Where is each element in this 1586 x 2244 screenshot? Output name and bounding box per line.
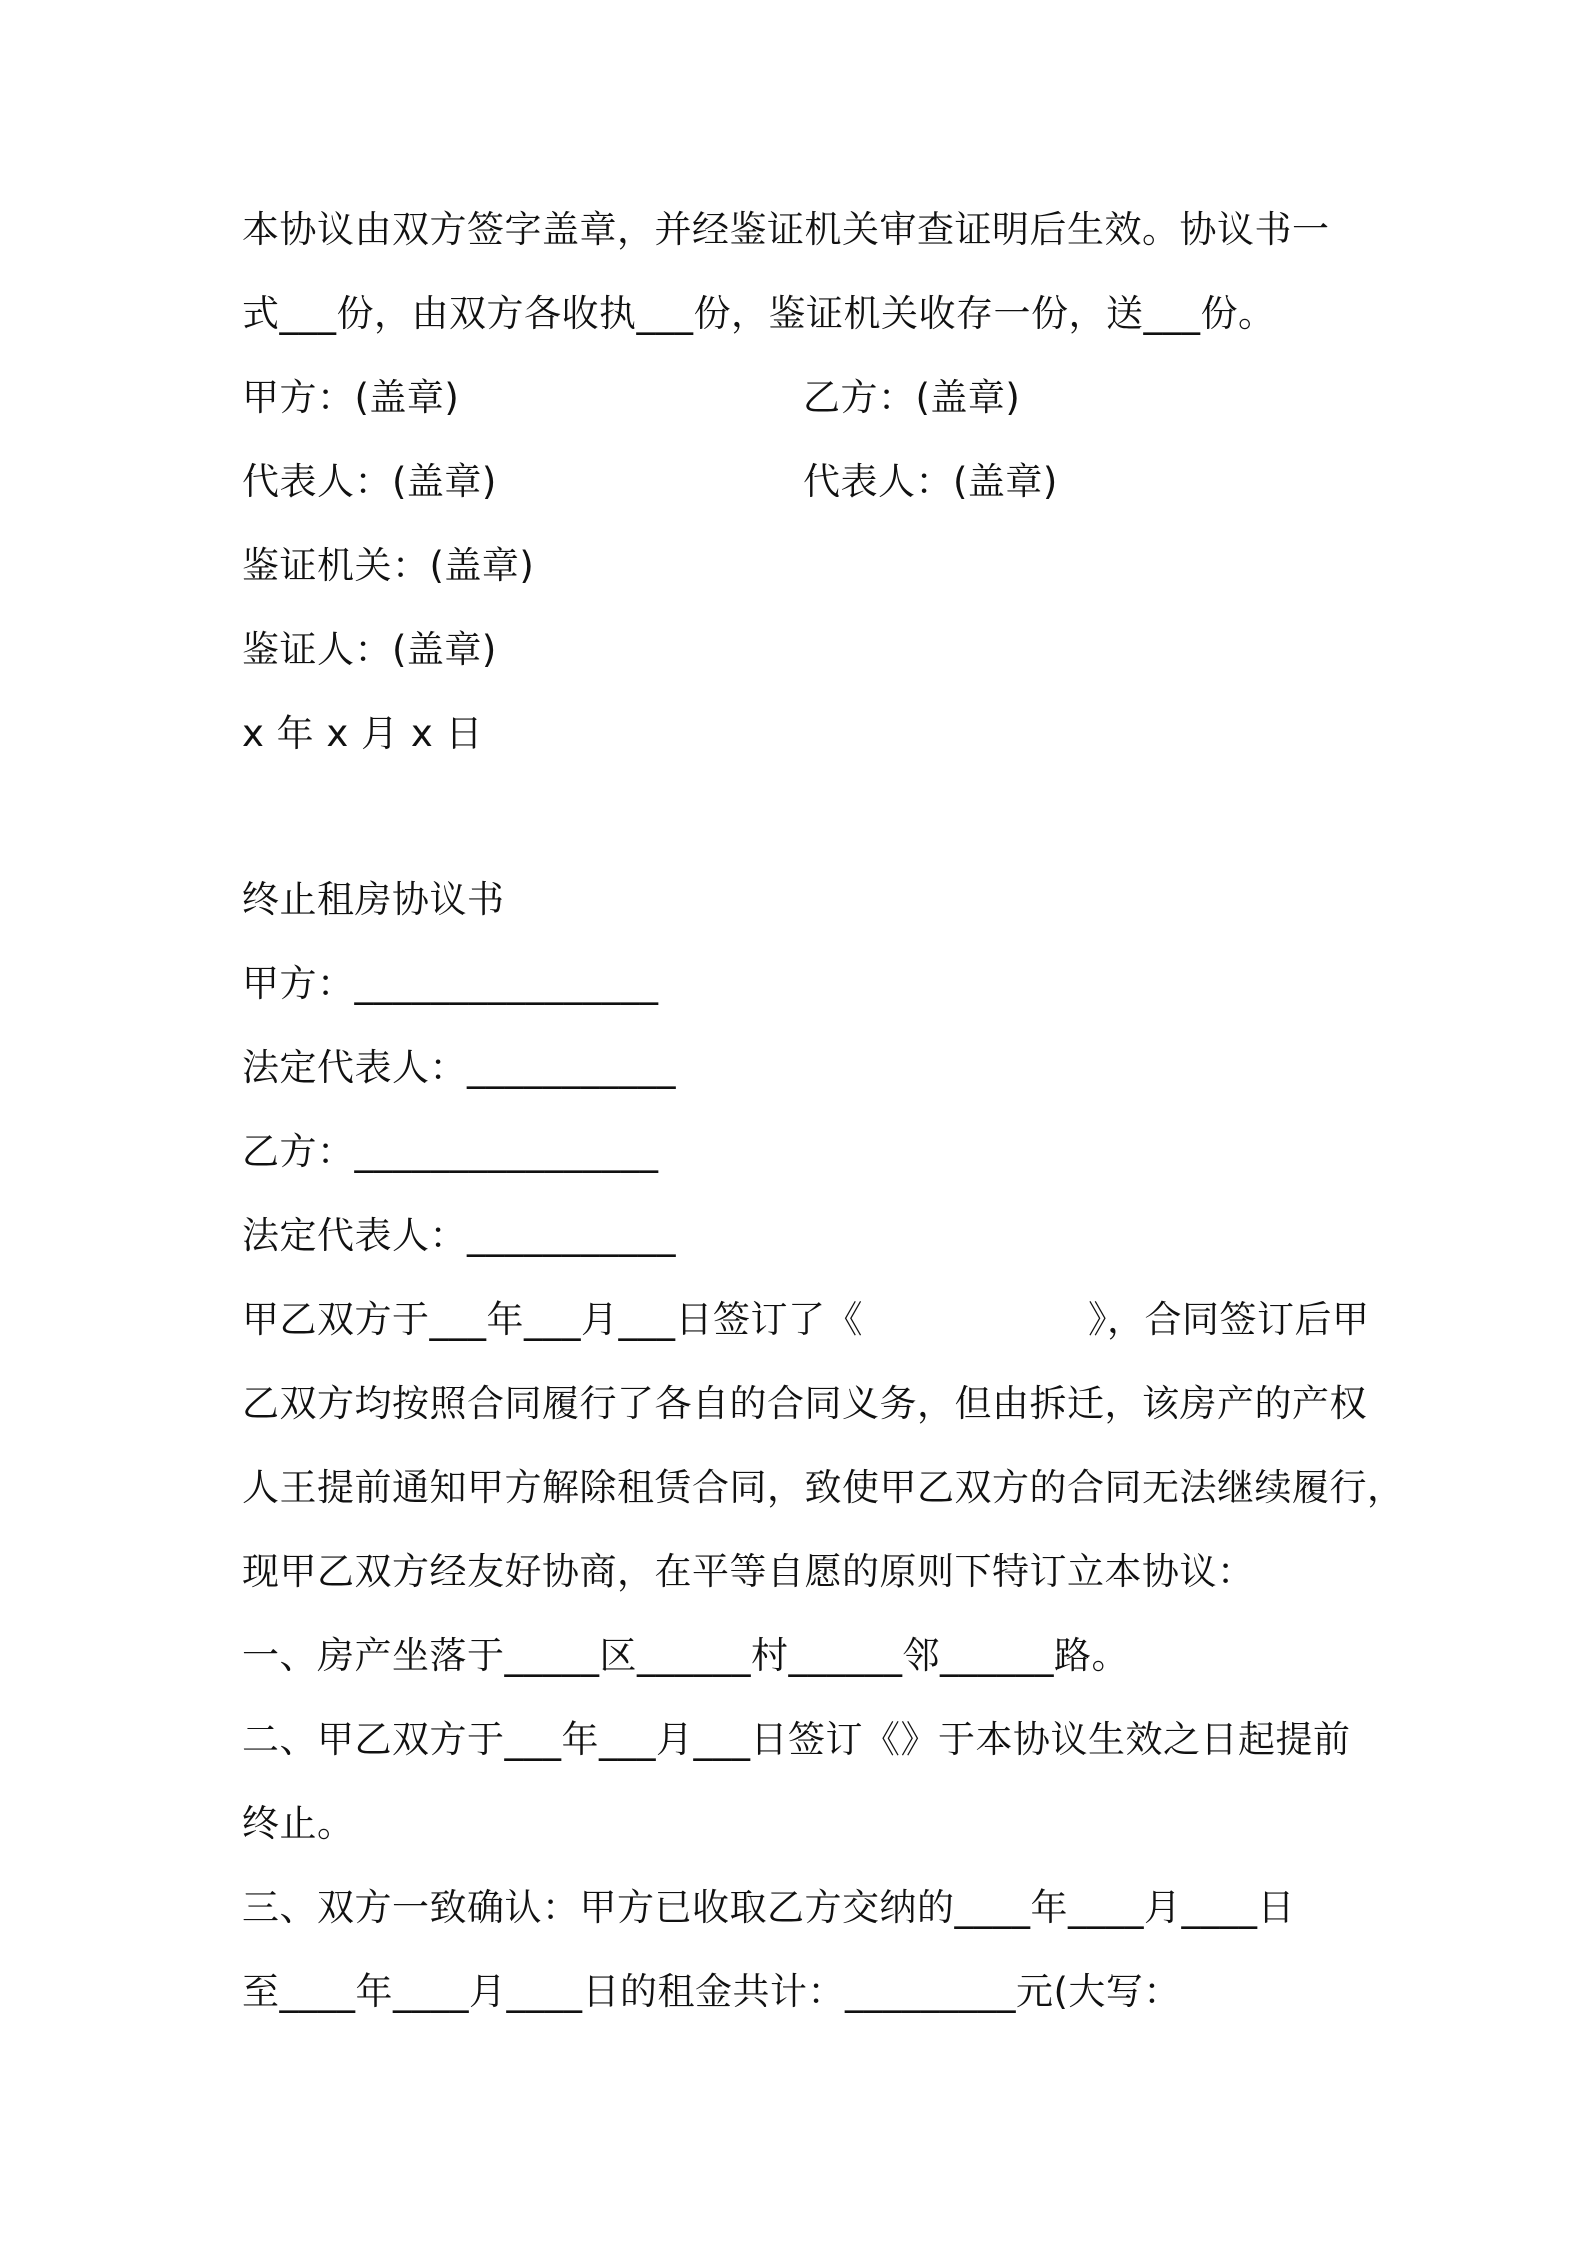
legal-rep-b-field: 法定代表人：___________ — [242, 1214, 676, 1257]
clause-2-line-2: 终止。 — [242, 1802, 355, 1845]
authority-seal: 鉴证机关：(盖章) — [242, 544, 535, 587]
clause-1: 一、房产坐落于_____区______村______邻______路。 — [242, 1634, 1129, 1677]
party-a-field: 甲方：________________ — [242, 962, 659, 1005]
representative-a-seal: 代表人：(盖章) — [242, 460, 497, 503]
signing-date: x 年 x 月 x 日 — [242, 712, 483, 755]
body-line-3: 人王提前通知甲方解除租赁合同，致使甲乙双方的合同无法继续履行， — [242, 1466, 1405, 1509]
validity-paragraph-line-1: 本协议由双方签字盖章，并经鉴证机关审查证明后生效。协议书一 — [242, 208, 1330, 251]
party-b-seal: 乙方：(盖章) — [803, 376, 1021, 419]
legal-rep-a-field: 法定代表人：___________ — [242, 1046, 676, 1089]
clause-2-line-1: 二、甲乙双方于___年___月___日签订《》于本协议生效之日起提前 — [242, 1718, 1351, 1761]
witness-seal: 鉴证人：(盖章) — [242, 628, 497, 671]
body-line-4: 现甲乙双方经友好协商，在平等自愿的原则下特订立本协议： — [242, 1550, 1255, 1593]
clause-3-line-1: 三、双方一致确认：甲方已收取乙方交纳的____年____月____日 — [242, 1886, 1295, 1929]
representative-b-seal: 代表人：(盖章) — [803, 460, 1058, 503]
body-line-2: 乙双方均按照合同履行了各自的合同义务，但由拆迁，该房产的产权 — [242, 1382, 1367, 1425]
body-line-1: 甲乙双方于___年___月___日签订了《 》，合同签订后甲 — [242, 1298, 1370, 1341]
agreement-title: 终止租房协议书 — [242, 878, 505, 921]
party-a-seal: 甲方：(盖章) — [242, 376, 460, 419]
clause-3-line-2: 至____年____月____日的租金共计：_________元(大写： — [242, 1970, 1181, 2013]
party-b-field: 乙方：________________ — [242, 1130, 659, 1173]
validity-paragraph-line-2: 式___份，由双方各收执___份，鉴证机关收存一份，送___份。 — [242, 292, 1276, 335]
